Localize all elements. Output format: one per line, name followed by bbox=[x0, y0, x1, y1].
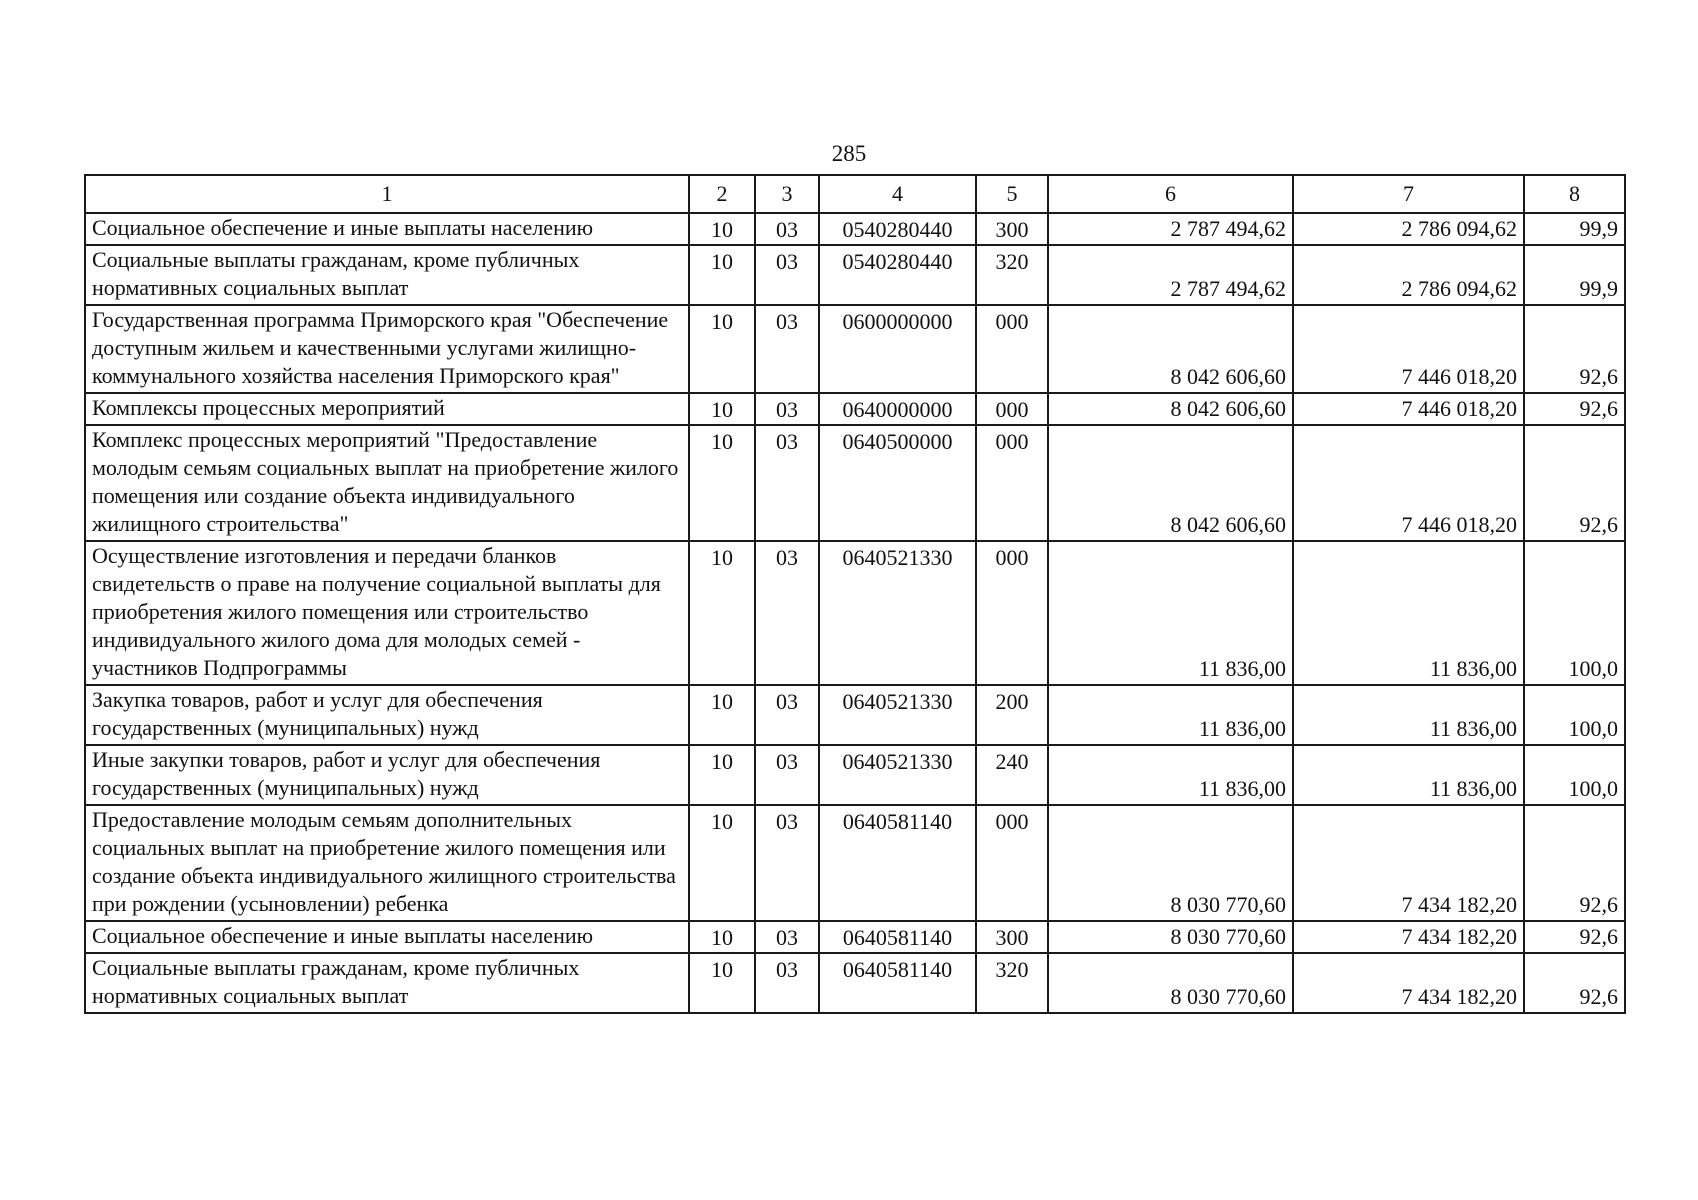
executed-amount-cell: 7 446 018,20 bbox=[1293, 305, 1524, 393]
item-name-cell: Социальные выплаты гражданам, кроме публичных нормативных социальных выплат bbox=[85, 245, 689, 305]
section-cell: 10 bbox=[689, 393, 755, 425]
target-article-cell: 0640000000 bbox=[819, 393, 976, 425]
item-name-cell: Социальные выплаты гражданам, кроме публичных нормативных социальных выплат bbox=[85, 953, 689, 1013]
planned-amount-cell: 8 030 770,60 bbox=[1048, 953, 1293, 1013]
table-header-row bbox=[85, 175, 1625, 213]
subsection-cell: 03 bbox=[755, 213, 819, 245]
expense-type-cell: 200 bbox=[976, 685, 1048, 745]
target-article-cell: 0640521330 bbox=[819, 745, 976, 805]
expense-type-cell: 000 bbox=[976, 425, 1048, 541]
percent-cell: 100,0 bbox=[1524, 685, 1625, 745]
expense-type-cell: 000 bbox=[976, 393, 1048, 425]
item-name-cell: Осуществление изготовления и передачи бланков свидетельств о праве на получение социальной выплаты для приобретения жилого помещения или строительство индивидуального жилого дома для молодых семей - участников Подпрограммы bbox=[85, 541, 689, 685]
section-cell: 10 bbox=[689, 953, 755, 1013]
subsection-cell: 03 bbox=[755, 541, 819, 685]
expense-type-cell: 320 bbox=[976, 245, 1048, 305]
percent-cell: 100,0 bbox=[1524, 745, 1625, 805]
table-row bbox=[85, 245, 1625, 305]
section-cell: 10 bbox=[689, 921, 755, 953]
item-name-cell: Комплекс процессных мероприятий "Предоставление молодым семьям социальных выплат на приобретение жилого помещения или создание объекта индивидуального жилищного строительства" bbox=[85, 425, 689, 541]
executed-amount-cell: 2 786 094,62 bbox=[1293, 245, 1524, 305]
target-article-cell: 0640500000 bbox=[819, 425, 976, 541]
header-cell: 1 bbox=[85, 175, 689, 213]
planned-amount-cell: 11 836,00 bbox=[1048, 685, 1293, 745]
planned-amount-cell: 8 042 606,60 bbox=[1048, 425, 1293, 541]
target-article-cell: 0640581140 bbox=[819, 805, 976, 921]
header-cell: 3 bbox=[755, 175, 819, 213]
planned-amount-cell: 8 042 606,60 bbox=[1048, 393, 1293, 425]
subsection-cell: 03 bbox=[755, 305, 819, 393]
table-row bbox=[85, 685, 1625, 745]
target-article-cell: 0540280440 bbox=[819, 213, 976, 245]
planned-amount-cell: 8 030 770,60 bbox=[1048, 921, 1293, 953]
percent-cell: 99,9 bbox=[1524, 213, 1625, 245]
table-row bbox=[85, 805, 1625, 921]
section-cell: 10 bbox=[689, 305, 755, 393]
target-article-cell: 0600000000 bbox=[819, 305, 976, 393]
section-cell: 10 bbox=[689, 805, 755, 921]
header-cell: 5 bbox=[976, 175, 1048, 213]
percent-cell: 92,6 bbox=[1524, 393, 1625, 425]
subsection-cell: 03 bbox=[755, 685, 819, 745]
planned-amount-cell: 8 042 606,60 bbox=[1048, 305, 1293, 393]
expense-type-cell: 320 bbox=[976, 953, 1048, 1013]
percent-cell: 92,6 bbox=[1524, 305, 1625, 393]
header-cell: 2 bbox=[689, 175, 755, 213]
expense-type-cell: 000 bbox=[976, 305, 1048, 393]
target-article-cell: 0640521330 bbox=[819, 685, 976, 745]
percent-cell: 92,6 bbox=[1524, 425, 1625, 541]
item-name-cell: Государственная программа Приморского края "Обеспечение доступным жильем и качественными услугами жилищно-коммунального хозяйства населения Приморского края" bbox=[85, 305, 689, 393]
header-cell: 7 bbox=[1293, 175, 1524, 213]
executed-amount-cell: 7 446 018,20 bbox=[1293, 393, 1524, 425]
executed-amount-cell: 11 836,00 bbox=[1293, 745, 1524, 805]
item-name-cell: Иные закупки товаров, работ и услуг для обеспечения государственных (муниципальных) нужд bbox=[85, 745, 689, 805]
executed-amount-cell: 11 836,00 bbox=[1293, 541, 1524, 685]
section-cell: 10 bbox=[689, 745, 755, 805]
percent-cell: 100,0 bbox=[1524, 541, 1625, 685]
table-row bbox=[85, 305, 1625, 393]
target-article-cell: 0640521330 bbox=[819, 541, 976, 685]
table-body bbox=[85, 175, 1625, 1013]
table-row bbox=[85, 745, 1625, 805]
budget-table bbox=[84, 174, 1626, 1014]
planned-amount-cell: 8 030 770,60 bbox=[1048, 805, 1293, 921]
subsection-cell: 03 bbox=[755, 921, 819, 953]
subsection-cell: 03 bbox=[755, 245, 819, 305]
planned-amount-cell: 11 836,00 bbox=[1048, 541, 1293, 685]
subsection-cell: 03 bbox=[755, 425, 819, 541]
expense-type-cell: 300 bbox=[976, 213, 1048, 245]
expense-type-cell: 300 bbox=[976, 921, 1048, 953]
section-cell: 10 bbox=[689, 245, 755, 305]
subsection-cell: 03 bbox=[755, 805, 819, 921]
executed-amount-cell: 7 446 018,20 bbox=[1293, 425, 1524, 541]
table-row bbox=[85, 541, 1625, 685]
planned-amount-cell: 11 836,00 bbox=[1048, 745, 1293, 805]
item-name-cell: Комплексы процессных мероприятий bbox=[85, 393, 689, 425]
target-article-cell: 0540280440 bbox=[819, 245, 976, 305]
table-row bbox=[85, 213, 1625, 245]
page-number: 285 bbox=[831, 141, 867, 166]
executed-amount-cell: 2 786 094,62 bbox=[1293, 213, 1524, 245]
expense-type-cell: 000 bbox=[976, 541, 1048, 685]
item-name-cell: Социальное обеспечение и иные выплаты населению bbox=[85, 213, 689, 245]
executed-amount-cell: 7 434 182,20 bbox=[1293, 953, 1524, 1013]
subsection-cell: 03 bbox=[755, 393, 819, 425]
subsection-cell: 03 bbox=[755, 745, 819, 805]
percent-cell: 92,6 bbox=[1524, 953, 1625, 1013]
executed-amount-cell: 7 434 182,20 bbox=[1293, 805, 1524, 921]
subsection-cell: 03 bbox=[755, 953, 819, 1013]
item-name-cell: Предоставление молодым семьям дополнительных социальных выплат на приобретение жилого помещения или создание объекта индивидуального жилищного строительства при рождении (усыновлении) ребенка bbox=[85, 805, 689, 921]
item-name-cell: Социальное обеспечение и иные выплаты населению bbox=[85, 921, 689, 953]
table-row bbox=[85, 393, 1625, 425]
section-cell: 10 bbox=[689, 425, 755, 541]
target-article-cell: 0640581140 bbox=[819, 953, 976, 1013]
target-article-cell: 0640581140 bbox=[819, 921, 976, 953]
percent-cell: 92,6 bbox=[1524, 805, 1625, 921]
header-cell: 8 bbox=[1524, 175, 1625, 213]
percent-cell: 92,6 bbox=[1524, 921, 1625, 953]
item-name-cell: Закупка товаров, работ и услуг для обеспечения государственных (муниципальных) нужд bbox=[85, 685, 689, 745]
section-cell: 10 bbox=[689, 685, 755, 745]
table-row bbox=[85, 425, 1625, 541]
planned-amount-cell: 2 787 494,62 bbox=[1048, 245, 1293, 305]
executed-amount-cell: 7 434 182,20 bbox=[1293, 921, 1524, 953]
table-row bbox=[85, 921, 1625, 953]
header-cell: 4 bbox=[819, 175, 976, 213]
section-cell: 10 bbox=[689, 541, 755, 685]
table-row bbox=[85, 953, 1625, 1013]
header-cell: 6 bbox=[1048, 175, 1293, 213]
executed-amount-cell: 11 836,00 bbox=[1293, 685, 1524, 745]
expense-type-cell: 000 bbox=[976, 805, 1048, 921]
section-cell: 10 bbox=[689, 213, 755, 245]
planned-amount-cell: 2 787 494,62 bbox=[1048, 213, 1293, 245]
percent-cell: 99,9 bbox=[1524, 245, 1625, 305]
expense-type-cell: 240 bbox=[976, 745, 1048, 805]
